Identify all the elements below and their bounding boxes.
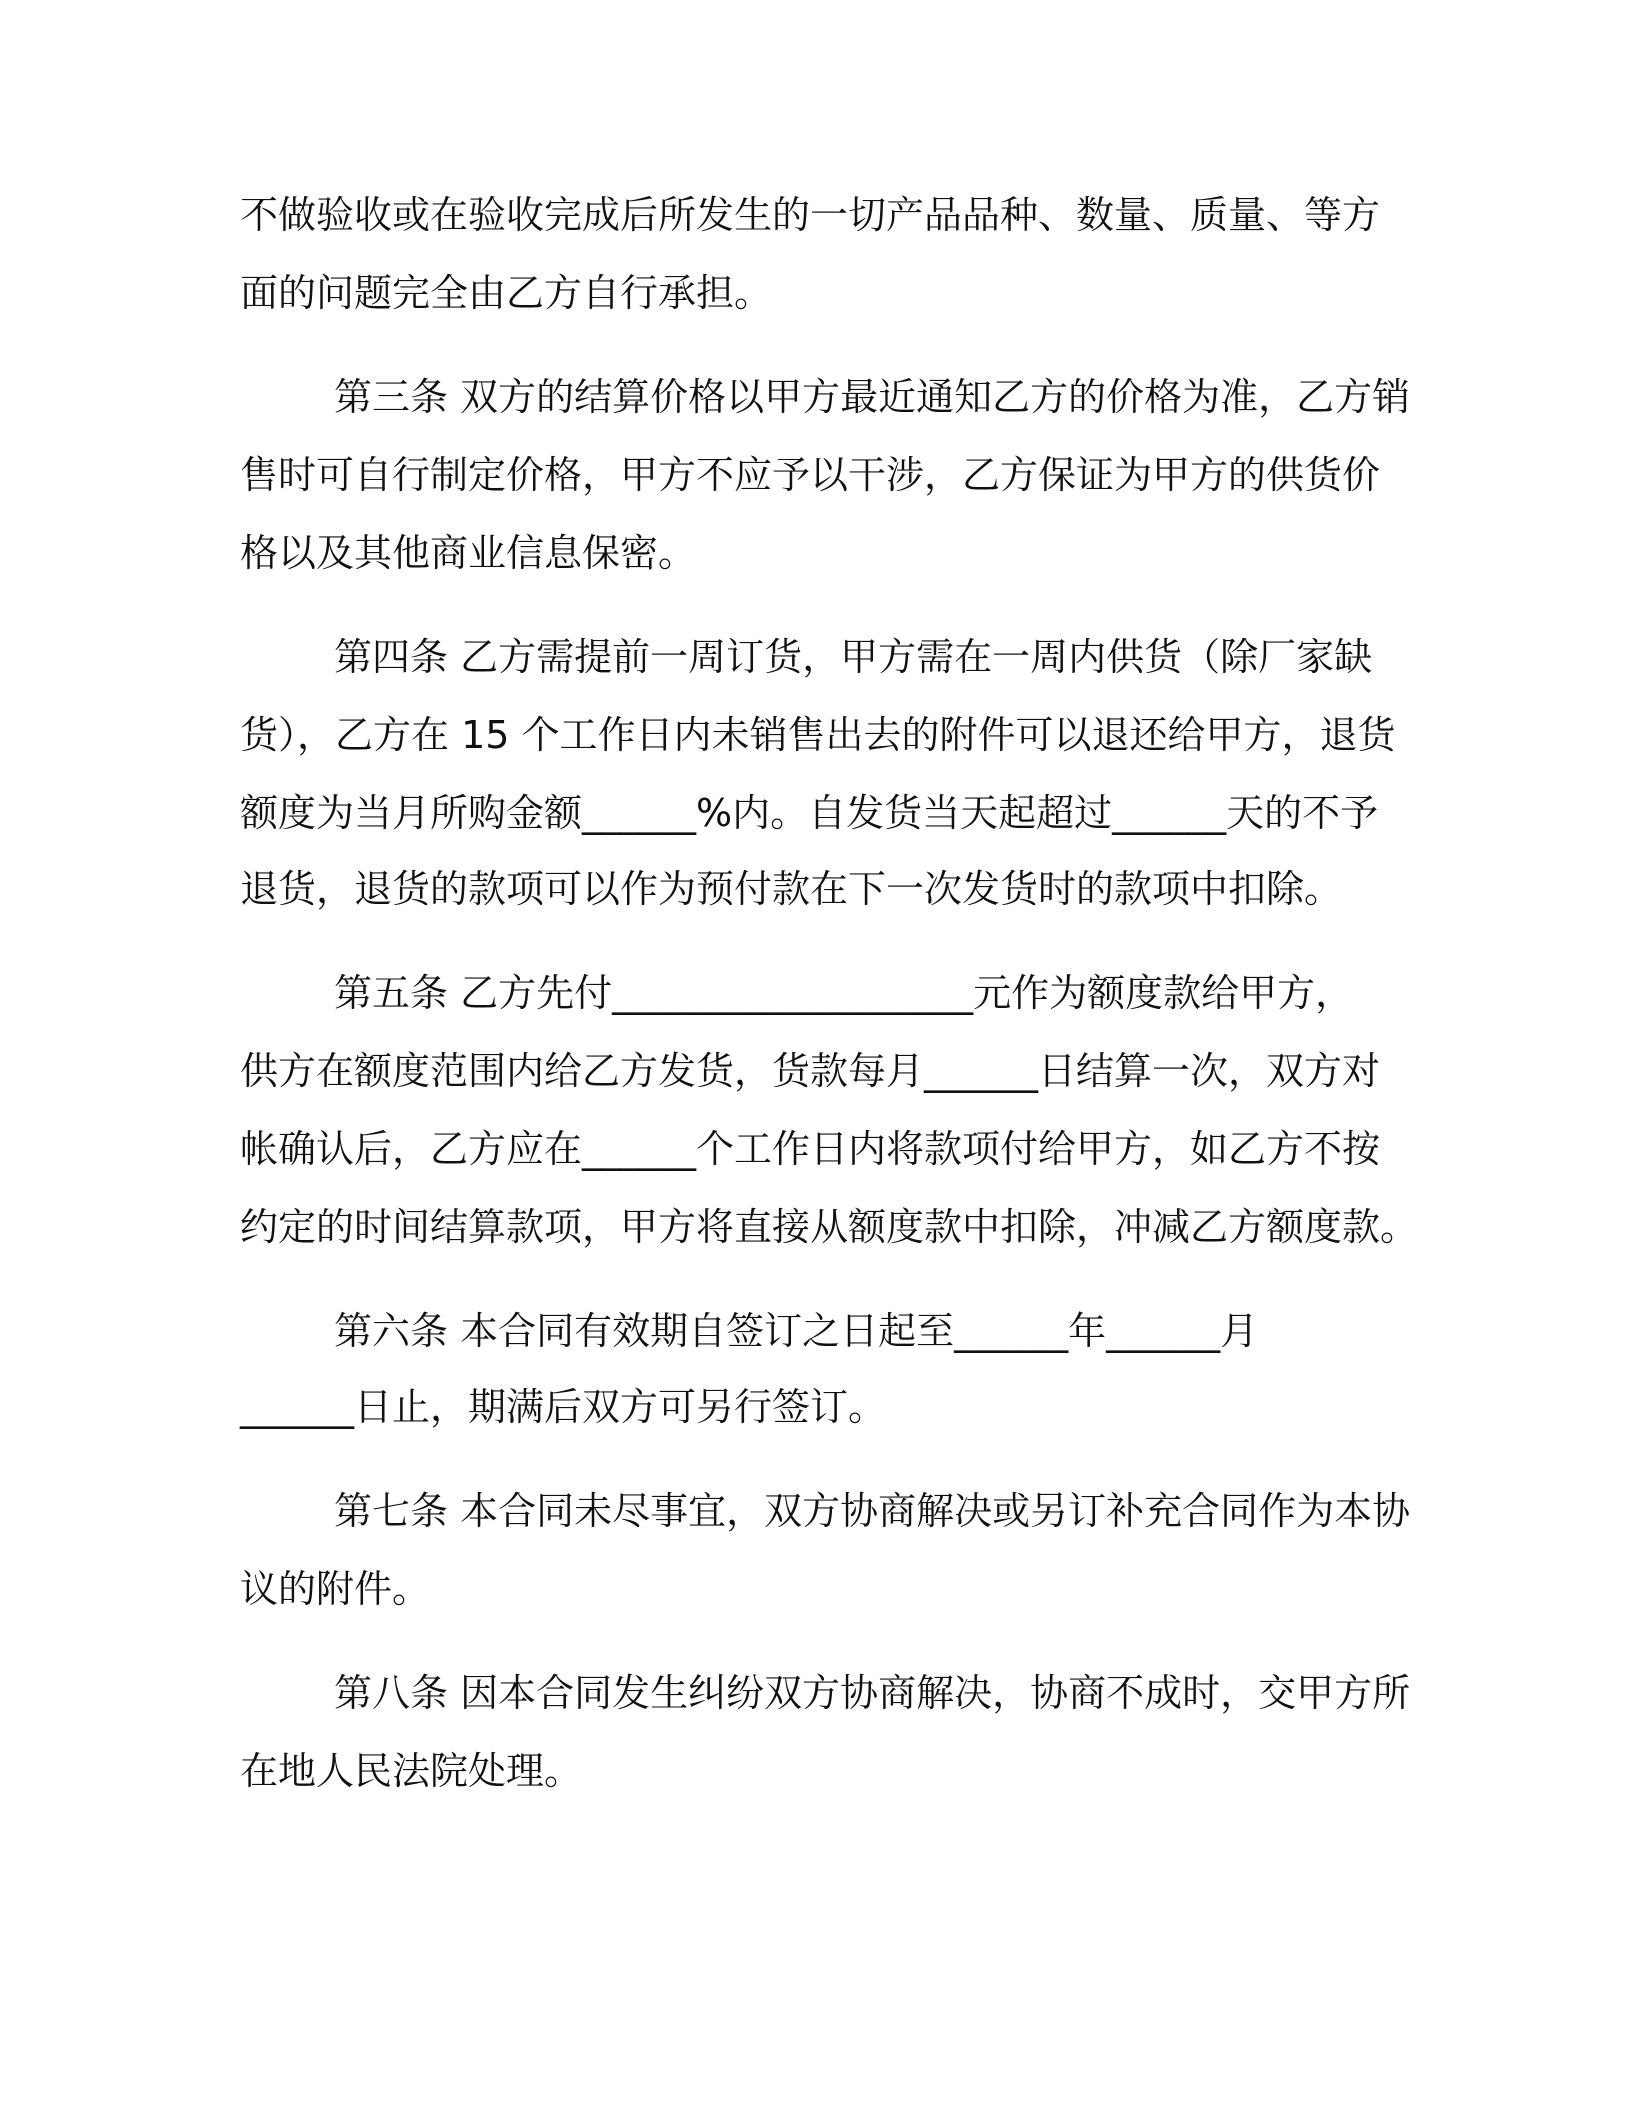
text-line: 货），乙方在 15 个工作日内未销售出去的附件可以退还给甲方，退货 [240, 713, 1396, 757]
text-line: 议的附件。 [240, 1567, 431, 1611]
text-line: 第四条 乙方需提前一周订货，甲方需在一周内供货（除厂家缺 [334, 635, 1373, 679]
text-line: 面的问题完全由乙方自行承担。 [240, 271, 773, 315]
text-line: 第五条 乙方先付___________________元作为额度款给甲方， [334, 971, 1354, 1015]
text-line: 格以及其他商业信息保密。 [240, 531, 697, 575]
text-line: 额度为当月所购金额______%内。自发货当天起超过______天的不予 [240, 791, 1379, 835]
text-line: 第六条 本合同有效期自签订之日起至______年______月 [334, 1309, 1259, 1353]
text-line: 第七条 本合同未尽事宜，双方协商解决或另订补充合同作为本协 [334, 1489, 1411, 1533]
text-line: 第三条 双方的结算价格以甲方最近通知乙方的价格为准，乙方销 [334, 375, 1411, 419]
text-line: 帐确认后，乙方应在______个工作日内将款项付给甲方，如乙方不按 [240, 1127, 1381, 1171]
text-line: 第八条 因本合同发生纠纷双方协商解决，协商不成时，交甲方所 [334, 1671, 1411, 1715]
text-line: 供方在额度范围内给乙方发货，货款每月______日结算一次，双方对 [240, 1049, 1381, 1093]
text-line: 不做验收或在验收完成后所发生的一切产品品种、数量、质量、等方 [240, 193, 1381, 237]
text-line: 退货，退货的款项可以作为预付款在下一次发货时的款项中扣除。 [240, 867, 1343, 911]
text-line: 约定的时间结算款项，甲方将直接从额度款中扣除，冲减乙方额度款。 [240, 1205, 1419, 1249]
text-line: 售时可自行制定价格，甲方不应予以干涉，乙方保证为甲方的供货价 [240, 453, 1381, 497]
text-line: 在地人民法院处理。 [240, 1749, 583, 1793]
text-line: ______日止，期满后双方可另行签订。 [240, 1385, 887, 1429]
